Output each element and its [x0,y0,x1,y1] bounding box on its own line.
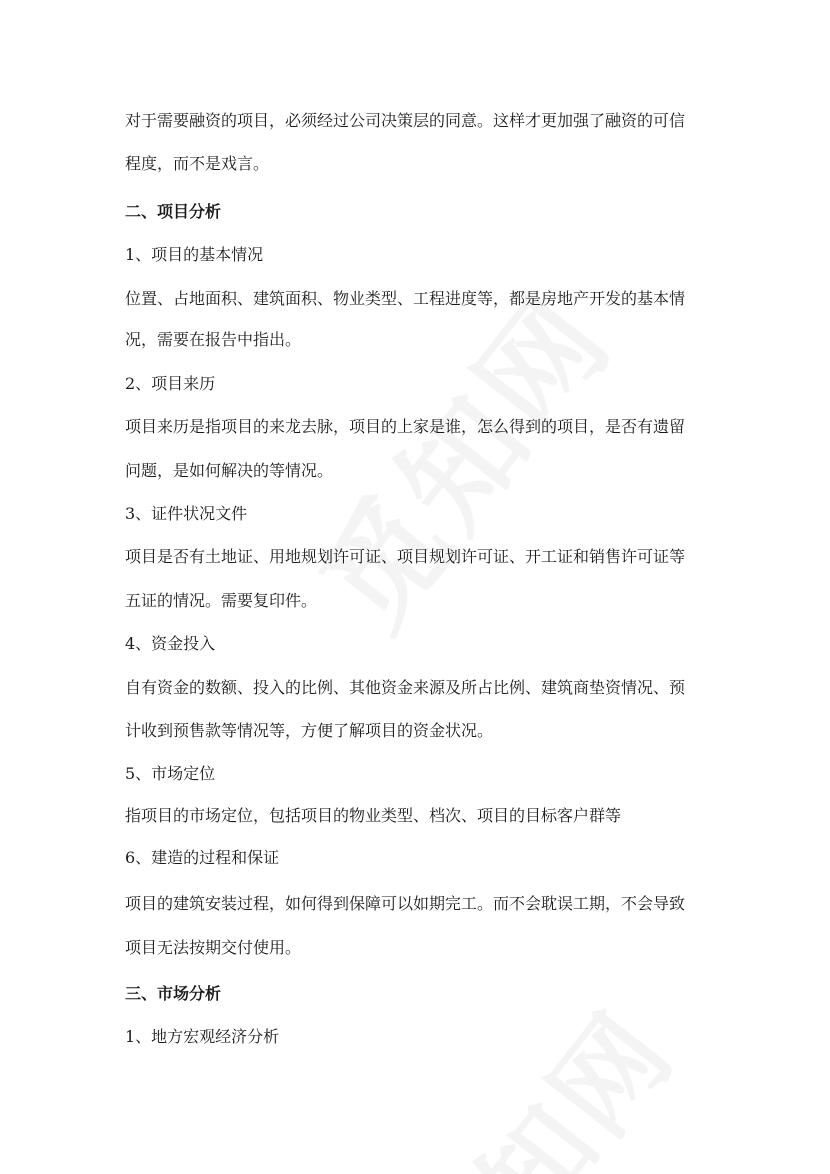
subsection-heading: 6、建造的过程和保证 [125,848,280,867]
paragraph-line: 五证的情况。需要复印件。 [125,591,318,610]
paragraph-line: 计收到预售款等情况等，方便了解项目的资金状况。 [125,721,494,740]
watermark-bottom [365,973,704,1174]
paragraph-line: 项目来历是指项目的来龙去脉，项目的上家是谁，怎么得到的项目，是否有遗留 [125,417,686,436]
paragraph-line: 程度，而不是戏言。 [125,154,270,173]
paragraph-line: 位置、占地面积、建筑面积、物业类型、工程进度等，都是房地产开发的基本情 [125,289,686,308]
subsection-heading: 1、地方宏观经济分析 [125,1027,280,1046]
paragraph-line: 项目是否有土地证、用地规划许可证、项目规划许可证、开工证和销售许可证等 [125,547,686,566]
subsection-heading: 1、项目的基本情况 [125,245,264,264]
paragraph-line: 问题，是如何解决的等情况。 [125,461,334,480]
subsection-heading: 2、项目来历 [125,374,216,393]
subsection-heading: 5、市场定位 [125,764,216,783]
section-heading: 三、市场分析 [125,984,222,1003]
subsection-heading: 4、资金投入 [125,634,216,653]
paragraph-line: 对于需要融资的项目，必须经过公司决策层的同意。这样才更加强了融资的可信 [125,111,686,130]
subsection-heading: 3、证件状况文件 [125,504,248,523]
paragraph-line: 自有资金的数额、投入的比例、其他资金来源及所占比例、建筑商垫资情况、预 [125,678,686,697]
watermark [275,254,643,658]
paragraph-line: 指项目的市场定位，包括项目的物业类型、档次、项目的目标客户群等 [125,806,622,825]
paragraph-line: 况，需要在报告中指出。 [125,330,302,349]
paragraph-line: 项目无法按期交付使用。 [125,938,302,957]
paragraph-line: 项目的建筑安装过程，如何得到保障可以如期完工。而不会耽误工期，不会导致 [125,894,686,913]
section-heading: 二、项目分析 [125,202,222,221]
